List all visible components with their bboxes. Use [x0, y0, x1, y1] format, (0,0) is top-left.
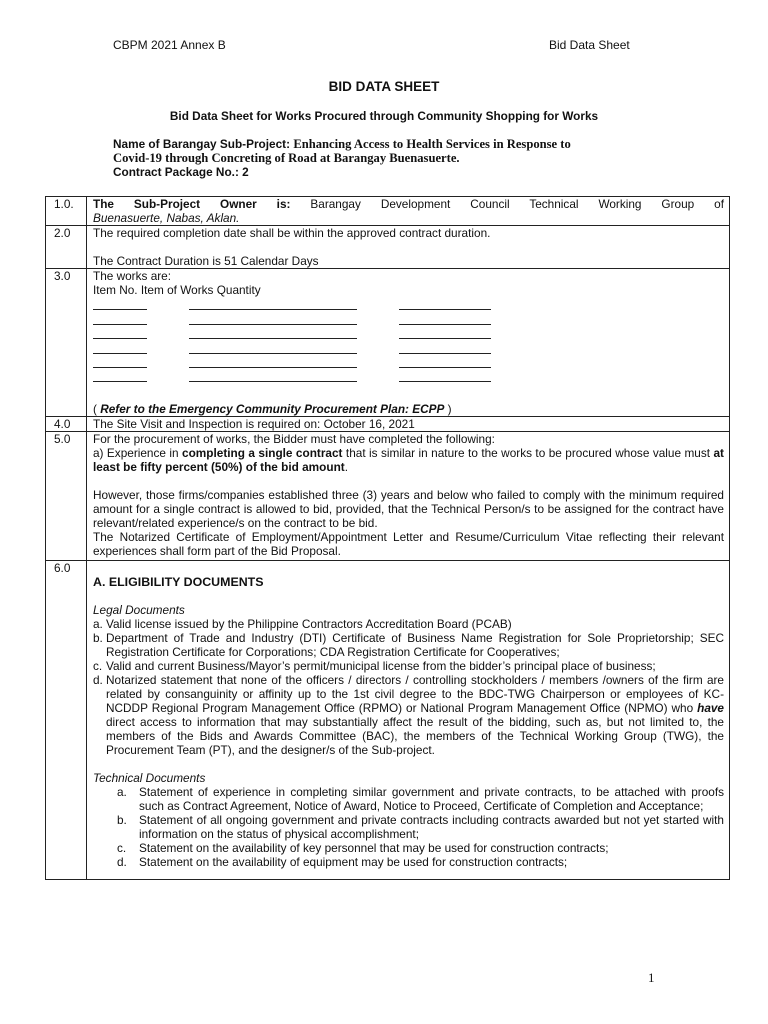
- ecpp-close-paren: ): [444, 402, 452, 417]
- small-firm-provision: However, those firms/companies established three (3) years and below who failed to comply with the minimum required amount for a single contract is allowed to bid, provided, that the Technical Person/s to be assigned for the contract have relevant/related experience/s on the contract to be bid.: [93, 488, 724, 531]
- notarized-certificate-provision: The Notarized Certificate of Employment/Appointment Letter and Resume/Curriculum Vitae reflecting their relevant experiences shall form part of the Bid Proposal.: [93, 530, 724, 559]
- exp-mid: that is similar in nature to the works to be procured whose value must: [342, 446, 714, 461]
- list-marker: d.: [93, 673, 103, 688]
- list-marker: b.: [93, 631, 103, 646]
- list-text: Department of Trade and Industry (DTI) Certificate of Business Name Registration for Sole Proprietorship; SEC Registration Certificate for Corporations; CDA Registration Certificate for Cooperatives;: [106, 631, 724, 660]
- page-number: 1: [648, 970, 655, 985]
- legal-documents-heading: Legal Documents: [93, 603, 185, 618]
- list-item: [93, 631, 724, 659]
- list-text: [106, 673, 724, 757]
- blank-line-row: [93, 342, 724, 356]
- list-item: [93, 813, 724, 841]
- project-name-value-2: Covid-19 through Concreting of Road at Barangay Buenasuerte.: [113, 151, 460, 165]
- project-name-value-1: Enhancing Access to Health Services in Response to: [293, 137, 571, 151]
- list-text: Statement of experience in completing similar government and private contracts, to be attached with proofs such as Contract Agreement, Notice of Award, Notice to Proceed, Certificate of Completion and Acceptance;: [139, 785, 724, 814]
- completion-date-text: The required completion date shall be within the approved contract duration.: [93, 226, 491, 240]
- list-text: Statement of all ongoing government and private contracts including contracts awarded but not yet started with information on the status of physical accomplishment;: [139, 813, 724, 842]
- exp-end: .: [344, 460, 348, 475]
- exp-bold-1: completing a single contract: [182, 446, 343, 461]
- document-title: BID DATA SHEET: [328, 79, 440, 94]
- experience-requirement: [93, 446, 724, 474]
- row-content: [87, 432, 730, 561]
- ecpp-text: Refer to the Emergency Community Procurement Plan: ECPP: [100, 402, 445, 417]
- col-item-of-works: Item of Works: [140, 283, 214, 297]
- list-item: [93, 785, 724, 813]
- project-name-label: Name of Barangay Sub-Project:: [113, 137, 290, 151]
- header-right: Bid Data Sheet: [549, 38, 630, 52]
- blank-line-row: [93, 371, 724, 385]
- list-text: Valid license issued by the Philippine Contractors Accreditation Board (PCAB): [106, 617, 512, 632]
- row-number: 6.0: [46, 561, 87, 880]
- row-3: [46, 269, 730, 417]
- list-marker: c.: [93, 659, 103, 674]
- project-info: [113, 137, 673, 179]
- owner-label: The Sub-Project Owner is:: [93, 197, 291, 211]
- list-marker: c.: [117, 841, 127, 856]
- list-marker: a.: [93, 617, 103, 632]
- technical-documents-list: [93, 785, 724, 869]
- contract-duration-text: The Contract Duration is 51 Calendar Days: [93, 254, 319, 268]
- owner-line: [93, 197, 724, 211]
- row-number: 1.0.: [46, 197, 87, 226]
- owner-location: Buenasuerte, Nabas, Aklan.: [93, 211, 240, 225]
- row-4: [46, 417, 730, 432]
- blank-line-row: [93, 299, 724, 313]
- col-quantity: Quantity: [216, 283, 261, 297]
- row-2: [46, 226, 730, 269]
- project-name-line-1: [113, 137, 673, 151]
- row-content: The Site Visit and Inspection is required on: October 16, 2021: [87, 417, 730, 432]
- row-content: [87, 561, 730, 880]
- row-number: 5.0: [46, 432, 87, 561]
- eligibility-heading: A. ELIGIBILITY DOCUMENTS: [93, 575, 264, 590]
- contract-package: Contract Package No.: 2: [113, 165, 249, 179]
- row-content: [87, 197, 730, 226]
- bid-data-table: [45, 196, 730, 880]
- legal-d-post: direct access to information that may substantially affect the result of the bidding, such as, but not limited to, the members of the Bids and Awards Committee (BAC), the members of the Technical Working Group (TWG), the Procurement Team (PT), and the designer/s of the Sub-project.: [106, 715, 724, 758]
- row-1: [46, 197, 730, 226]
- legal-d-pre: Notarized statement that none of the officers / directors / controlling stockholders / members /owners of the firm are related by consanguinity or affinity up to the 1st civil degree to the BDC-TWG Chairperson or employees of KC-NCDDP Regional Program Management Office (RPMO) or National Program Management Office (NPMO) who: [106, 673, 724, 716]
- list-marker: b.: [117, 813, 127, 828]
- ecpp-reference: [93, 402, 724, 416]
- list-item: [93, 617, 724, 631]
- list-text: Statement on the availability of equipment may be used for construction contracts;: [139, 855, 568, 870]
- row-content: [87, 226, 730, 269]
- header-left: CBPM 2021 Annex B: [113, 38, 226, 52]
- blank-line-row: [93, 357, 724, 371]
- works-intro: The works are:: [93, 269, 172, 283]
- row-number: 4.0: [46, 417, 87, 432]
- procurement-intro: For the procurement of works, the Bidder must have completed the following:: [93, 432, 495, 447]
- ecpp-open-paren: (: [93, 402, 101, 417]
- document-subtitle: Bid Data Sheet for Works Procured through Community Shopping for Works: [169, 109, 599, 123]
- list-text: Statement on the availability of key personnel that may be used for construction contracts;: [139, 841, 609, 856]
- list-marker: d.: [117, 855, 127, 870]
- row-number: 3.0: [46, 269, 87, 417]
- list-item: [93, 855, 724, 869]
- blank-line-row: [93, 313, 724, 327]
- row-5: [46, 432, 730, 561]
- owner-value: Barangay Development Council Technical Working Group of: [310, 197, 724, 211]
- blank-line-row: [93, 328, 724, 342]
- row-number: 2.0: [46, 226, 87, 269]
- works-blank-lines: [93, 297, 724, 385]
- legal-d-emphasis: have: [697, 701, 724, 716]
- list-item: [93, 659, 724, 673]
- legal-documents-list: [93, 617, 724, 757]
- row-content: [87, 269, 730, 417]
- list-item: [93, 673, 724, 757]
- list-item: [93, 841, 724, 855]
- works-columns: [93, 283, 724, 297]
- list-marker: a.: [117, 785, 127, 800]
- technical-documents-heading: Technical Documents: [93, 771, 206, 786]
- exp-bold-2: at least be fifty percent (50%) of the bid amount: [93, 446, 724, 475]
- col-item-no: Item No.: [93, 283, 138, 297]
- list-text: Valid and current Business/Mayor’s permit/municipal license from the bidder’s principal place of business;: [106, 659, 656, 674]
- exp-pre: a) Experience in: [93, 446, 183, 461]
- row-6: [46, 561, 730, 880]
